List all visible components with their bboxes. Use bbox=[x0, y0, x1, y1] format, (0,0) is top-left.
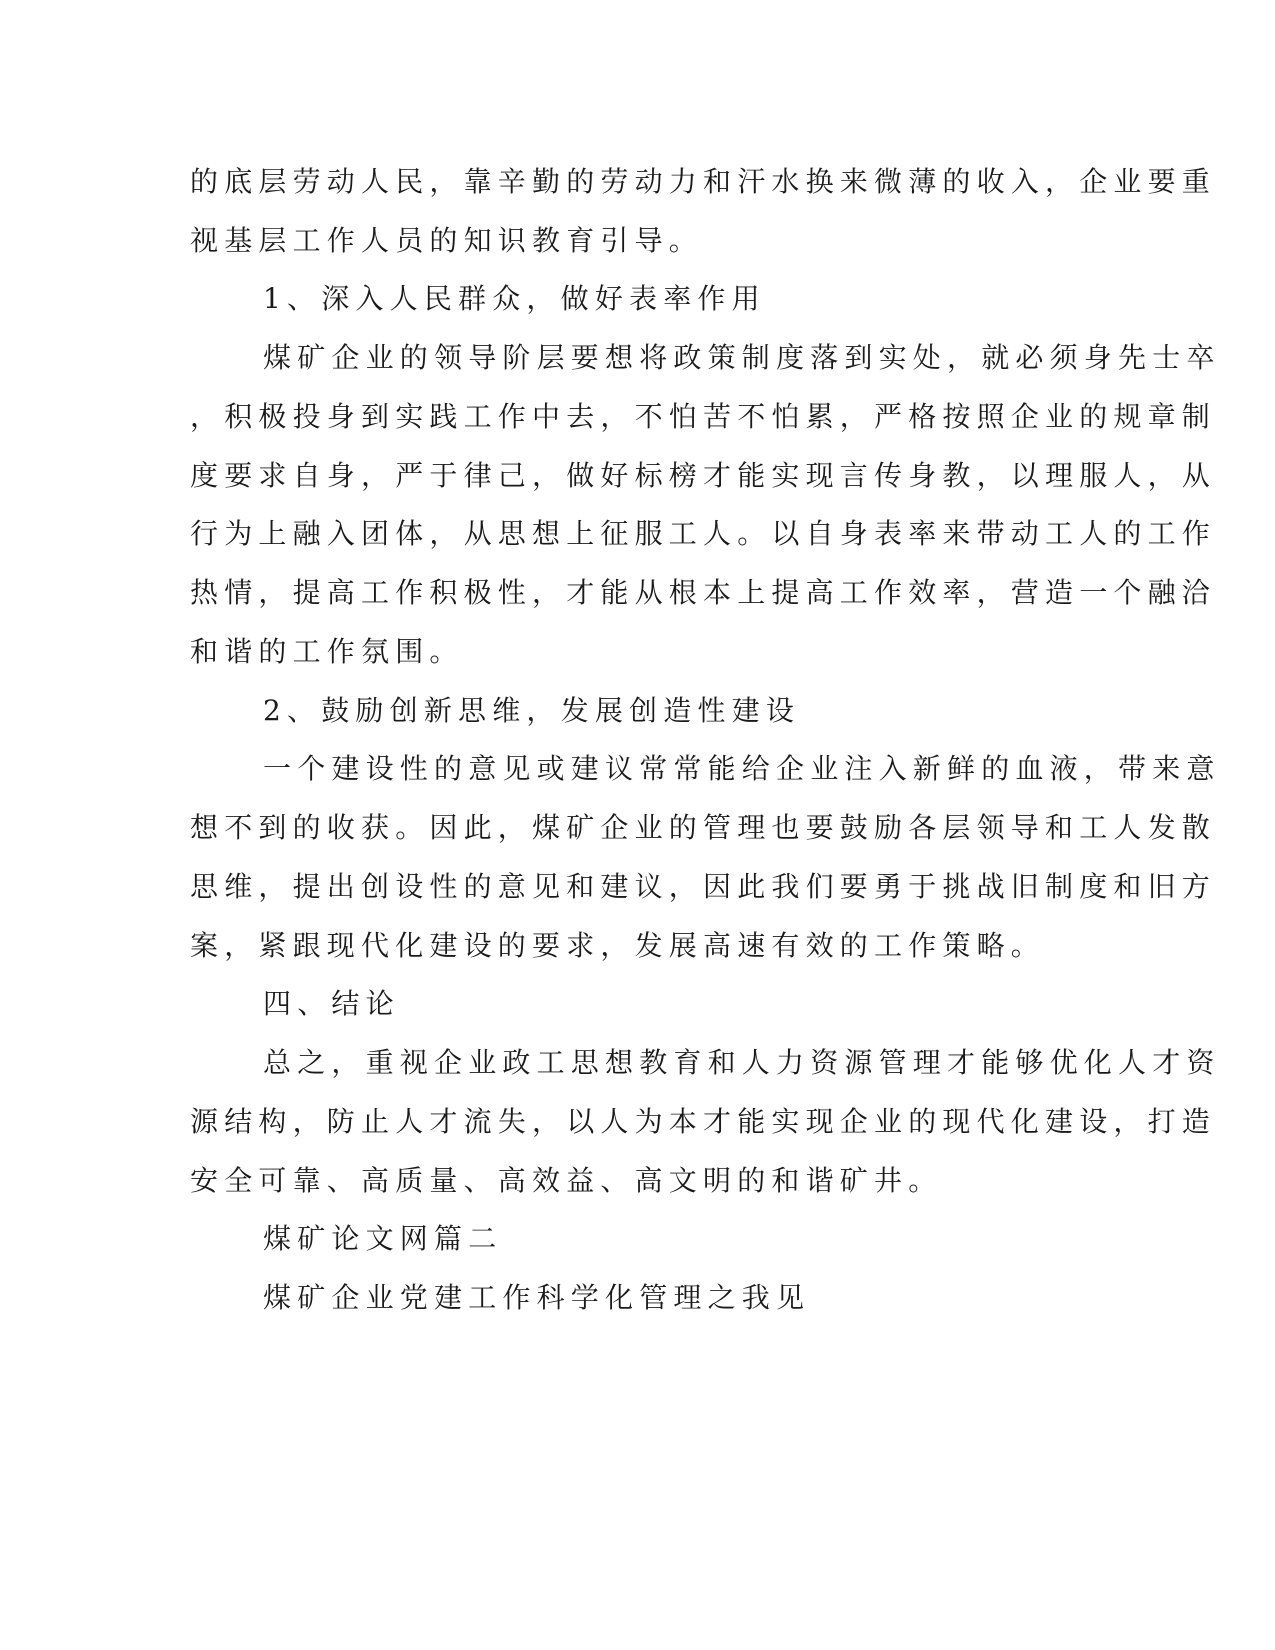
paragraph-line: 行为上融入团体，从思想上征服工人。以自身表率来带动工人的工作 bbox=[190, 517, 1217, 550]
paragraph-line: 总之，重视企业政工思想教育和人力资源管理才能够优化人才资 bbox=[263, 1046, 1221, 1079]
paragraph-line: 案，紧跟现代化建设的要求，发展高速有效的工作策略。 bbox=[190, 929, 1046, 962]
article-title: 煤矿企业党建工作科学化管理之我见 bbox=[263, 1281, 811, 1314]
section-heading: 四、结论 bbox=[263, 987, 400, 1020]
paragraph-line: 热情，提高工作积极性，才能从根本上提高工作效率，营造一个融洽 bbox=[190, 576, 1217, 609]
paragraph-line: 和谐的工作氛围。 bbox=[190, 635, 464, 668]
paragraph-line: 一个建设性的意见或建议常常能给企业注入新鲜的血液，带来意 bbox=[263, 752, 1221, 785]
section-heading: 1、深入人民群众，做好表率作用 bbox=[263, 282, 766, 315]
paragraph-line: 思维，提出创设性的意见和建议，因此我们要勇于挑战旧制度和旧方 bbox=[190, 870, 1217, 903]
paragraph-line: 的底层劳动人民，靠辛勤的劳动力和汗水换来微薄的收入，企业要重 bbox=[190, 165, 1217, 198]
section-heading: 煤矿论文网篇二 bbox=[263, 1222, 503, 1255]
paragraph-line: 想不到的收获。因此，煤矿企业的管理也要鼓励各层领导和工人发散 bbox=[190, 811, 1217, 844]
paragraph-line: 视基层工作人员的知识教育引导。 bbox=[190, 224, 704, 257]
paragraph-line: 安全可靠、高质量、高效益、高文明的和谐矿井。 bbox=[190, 1164, 943, 1197]
paragraph-line: ，积极投身到实践工作中去，不怕苦不怕累，严格按照企业的规章制 bbox=[190, 400, 1217, 433]
paragraph-line: 煤矿企业的领导阶层要想将政策制度落到实处，就必须身先士卒 bbox=[263, 341, 1221, 374]
paragraph-line: 源结构，防止人才流失，以人为本才能实现企业的现代化建设，打造 bbox=[190, 1105, 1217, 1138]
paragraph-line: 度要求自身，严于律己，做好标榜才能实现言传身教，以理服人，从 bbox=[190, 459, 1217, 492]
section-heading: 2、鼓励创新思维，发展创造性建设 bbox=[263, 694, 801, 727]
